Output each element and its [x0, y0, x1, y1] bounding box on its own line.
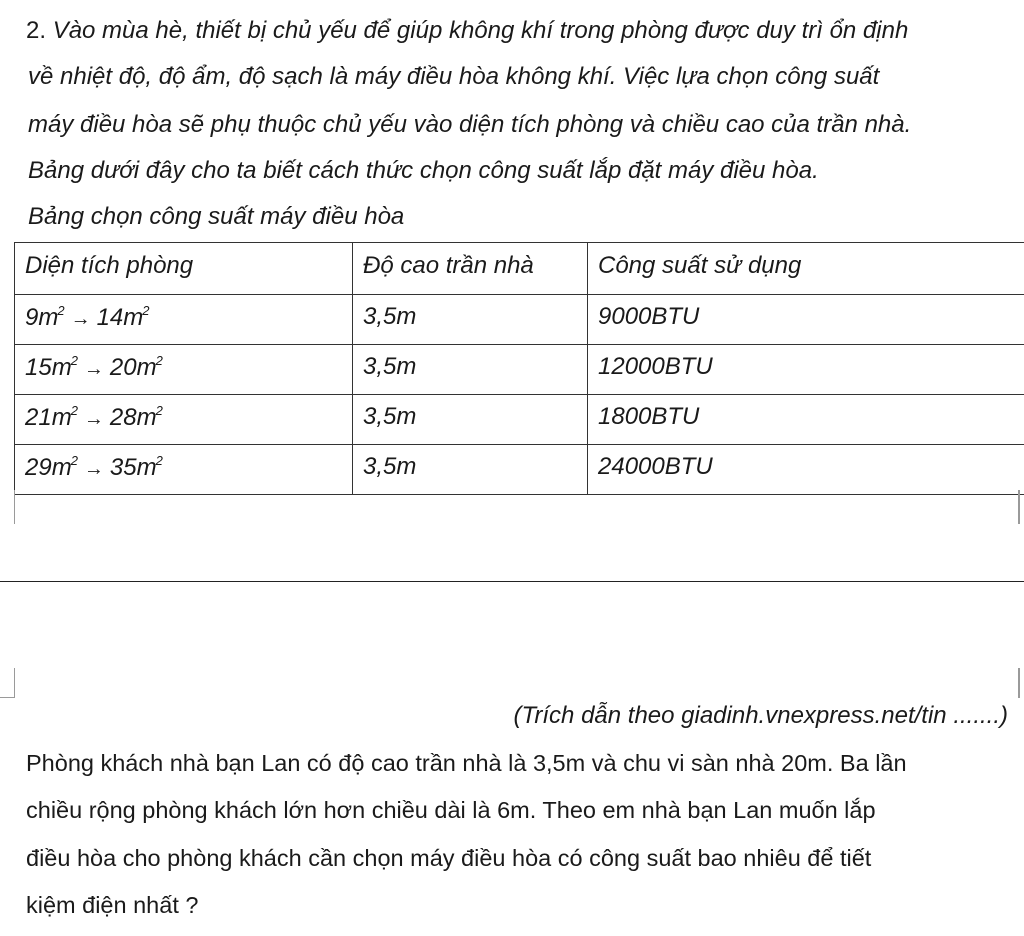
source-citation: (Trích dẫn theo giadinh.vnexpress.net/tin .......)	[513, 702, 1008, 729]
arrow-icon: →	[70, 308, 91, 330]
exponent: 2	[155, 453, 163, 468]
problem-line-1: Phòng khách nhà bạn Lan có độ cao trần nhà là 3,5m và chu vi sàn nhà 20m. Ba lần	[26, 750, 907, 776]
area-to: 35m	[109, 454, 157, 481]
table-row	[15, 395, 1024, 445]
area-from: 9m	[25, 304, 59, 331]
area-to: 20m	[109, 354, 157, 381]
power-selection-table	[14, 242, 1024, 495]
margin-guide-right-bottom	[1018, 668, 1020, 698]
table-caption: Bảng chọn công suất máy điều hòa	[28, 203, 405, 230]
power-cell: 12000BTU	[588, 345, 1024, 395]
area-from: 15m	[25, 354, 72, 381]
area-cell	[15, 445, 353, 495]
arrow-icon: →	[83, 408, 104, 430]
height-cell: 3,5m	[353, 345, 588, 395]
problem-line-4: kiệm điện nhất ?	[26, 892, 199, 918]
margin-guide-left-corner	[0, 697, 15, 698]
height-cell: 3,5m	[353, 295, 588, 345]
power-cell: 24000BTU	[588, 445, 1024, 495]
page-break-line	[0, 581, 1024, 582]
table-row	[15, 445, 1024, 495]
intro-line-1-text: Vào mùa hè, thiết bị chủ yếu để giúp không khí trong phòng được duy trì ổn định	[52, 17, 909, 44]
problem-line-3: điều hòa cho phòng khách cần chọn máy điều hòa có công suất bao nhiêu để tiết	[26, 845, 872, 871]
arrow-icon: →	[83, 458, 104, 480]
margin-guide-left-top	[14, 490, 15, 524]
header-area: Diện tích phòng	[15, 243, 353, 295]
exponent: 2	[142, 303, 150, 318]
area-cell	[15, 345, 353, 395]
area-cell	[15, 395, 353, 445]
area-from: 21m	[25, 404, 72, 431]
intro-line-4: Bảng dưới đây cho ta biết cách thức chọn công suất lắp đặt máy điều hòa.	[28, 157, 819, 184]
area-to: 14m	[96, 304, 144, 331]
header-ceiling-height: Độ cao trần nhà	[353, 243, 588, 295]
exponent: 2	[155, 403, 163, 418]
intro-line-2: về nhiệt độ, độ ẩm, độ sạch là máy điều hòa không khí. Việc lựa chọn công suất	[28, 63, 880, 90]
exponent: 2	[70, 403, 78, 418]
exponent: 2	[70, 453, 78, 468]
table-header-row	[15, 243, 1024, 295]
height-cell: 3,5m	[353, 445, 588, 495]
exponent: 2	[70, 353, 78, 368]
problem-line-2: chiều rộng phòng khách lớn hơn chiều dài là 6m. Theo em nhà bạn Lan muốn lắp	[26, 797, 876, 823]
margin-guide-left-bottom	[14, 668, 15, 698]
margin-guide-right-top	[1018, 490, 1020, 524]
height-cell: 3,5m	[353, 395, 588, 445]
power-cell: 9000BTU	[588, 295, 1024, 345]
table-row	[15, 295, 1024, 345]
area-to: 28m	[109, 404, 157, 431]
intro-line-1	[26, 16, 908, 46]
exponent: 2	[57, 303, 65, 318]
question-number: 2.	[26, 17, 47, 44]
power-cell: 1800BTU	[588, 395, 1024, 445]
intro-line-3: máy điều hòa sẽ phụ thuộc chủ yếu vào diện tích phòng và chiều cao của trần nhà.	[28, 111, 912, 138]
arrow-icon: →	[83, 358, 104, 380]
header-power: Công suất sử dụng	[588, 243, 1024, 295]
area-cell	[15, 295, 353, 345]
table-row	[15, 345, 1024, 395]
exponent: 2	[155, 353, 163, 368]
area-from: 29m	[25, 454, 72, 481]
